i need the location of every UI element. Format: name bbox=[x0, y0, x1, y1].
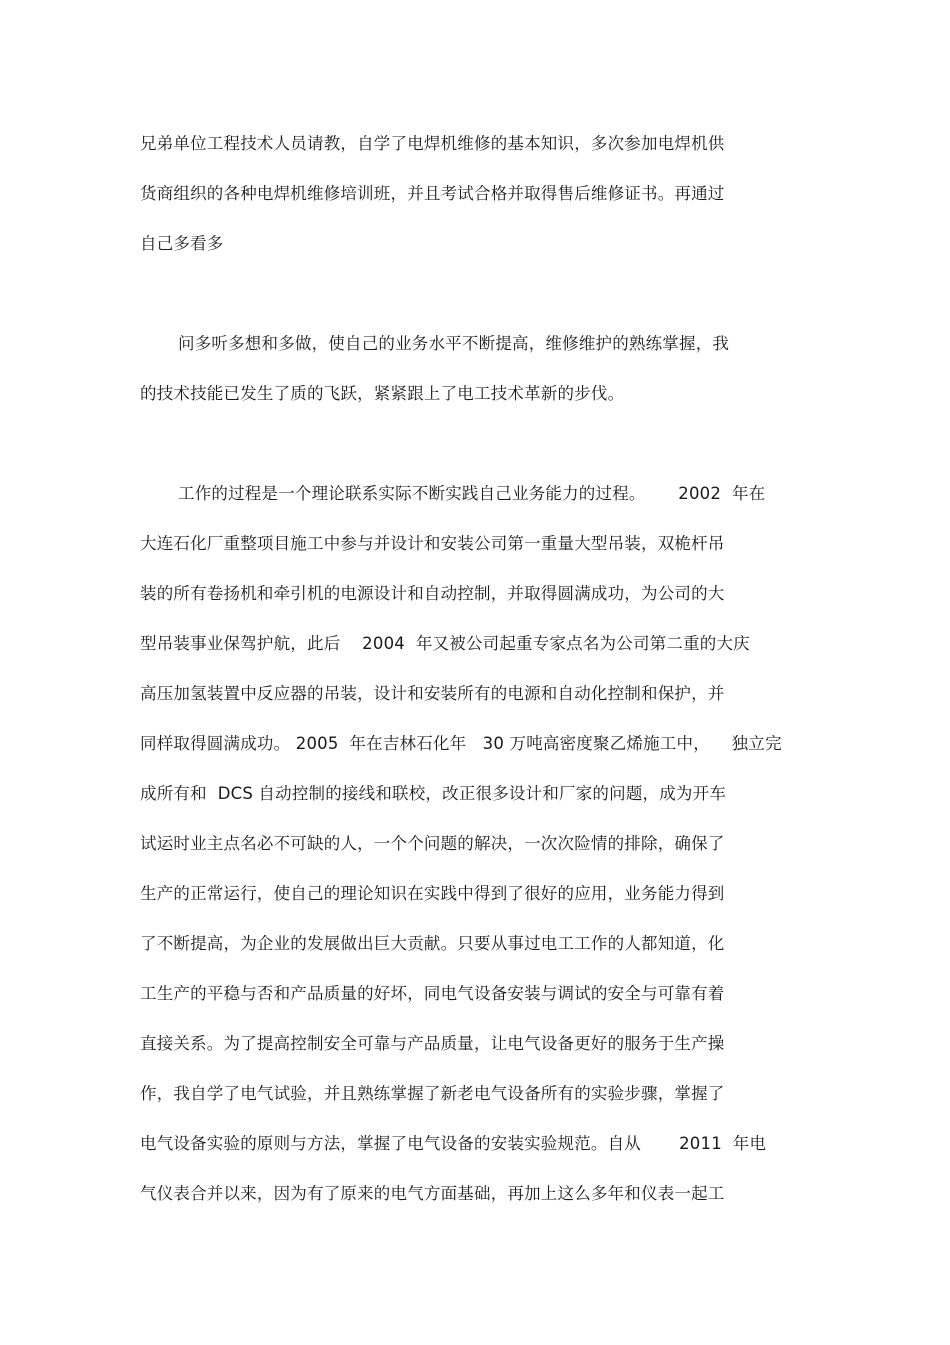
paragraph-1-line-1: 兄弟单位工程技术人员请教，自学了电焊机维修的基本知识，多次参加电焊机供 bbox=[140, 134, 725, 153]
paragraph-3-line-3: 装的所有卷扬机和牵引机的电源设计和自动控制，并取得圆满成功，为公司的大 bbox=[140, 584, 725, 603]
paragraph-3-line-8: 试运时业主点名必不可缺的人，一个个问题的解决，一次次险情的排除，确保了 bbox=[140, 834, 725, 853]
paragraph-3-line-1: 工作的过程是一个理论联系实际不断实践自己业务能力的过程。 2002 年在 bbox=[178, 484, 766, 503]
paragraph-1-line-3: 自己多看多 bbox=[140, 234, 224, 253]
paragraph-3-line-9: 生产的正常运行，使自己的理论知识在实践中得到了很好的应用，业务能力得到 bbox=[140, 884, 725, 903]
paragraph-3-line-15: 气仪表合并以来，因为有了原来的电气方面基础，再加上这么多年和仪表一起工 bbox=[140, 1184, 725, 1203]
paragraph-3-line-10: 了不断提高，为企业的发展做出巨大贡献。只要从事过电工工作的人都知道，化 bbox=[140, 934, 725, 953]
paragraph-3-line-4: 型吊装事业保驾护航，此后 2004 年又被公司起重专家点名为公司第二重的大庆 bbox=[140, 634, 750, 653]
paragraph-3-line-12: 直接关系。为了提高控制安全可靠与产品质量，让电气设备更好的服务于生产操 bbox=[140, 1034, 725, 1053]
paragraph-3-line-14: 电气设备实验的原则与方法，掌握了电气设备的安装实验规范。自从 2011 年电 bbox=[140, 1134, 767, 1153]
paragraph-2-line-1: 问多听多想和多做，使自己的业务水平不断提高，维修维护的熟练掌握，我 bbox=[178, 334, 730, 353]
paragraph-3-line-11: 工生产的平稳与否和产品质量的好坏，同电气设备安装与调试的安全与可靠有着 bbox=[140, 984, 725, 1003]
paragraph-2-line-2: 的技术技能已发生了质的飞跃，紧紧跟上了电工技术革新的步伐。 bbox=[140, 384, 625, 403]
paragraph-3-line-13: 作，我自学了电气试验，并且熟练掌握了新老电气设备所有的实验步骤，掌握了 bbox=[140, 1084, 725, 1103]
paragraph-1-line-2: 货商组织的各种电焊机维修培训班，并且考试合格并取得售后维修证书。再通过 bbox=[140, 184, 725, 203]
paragraph-3-line-2: 大连石化厂重整项目施工中参与并设计和安装公司第一重量大型吊装，双桅杆吊 bbox=[140, 534, 725, 553]
paragraph-3-line-7: 成所有和 DCS 自动控制的接线和联校，改正很多设计和厂家的问题，成为开车 bbox=[140, 784, 727, 803]
paragraph-3-line-6: 同样取得圆满成功。 2005 年在吉林石化年 30 万吨高密度聚乙烯施工中， 独立完 bbox=[140, 734, 782, 753]
paragraph-3-line-5: 高压加氢装置中反应器的吊装，设计和安装所有的电源和自动化控制和保护，并 bbox=[140, 684, 725, 703]
